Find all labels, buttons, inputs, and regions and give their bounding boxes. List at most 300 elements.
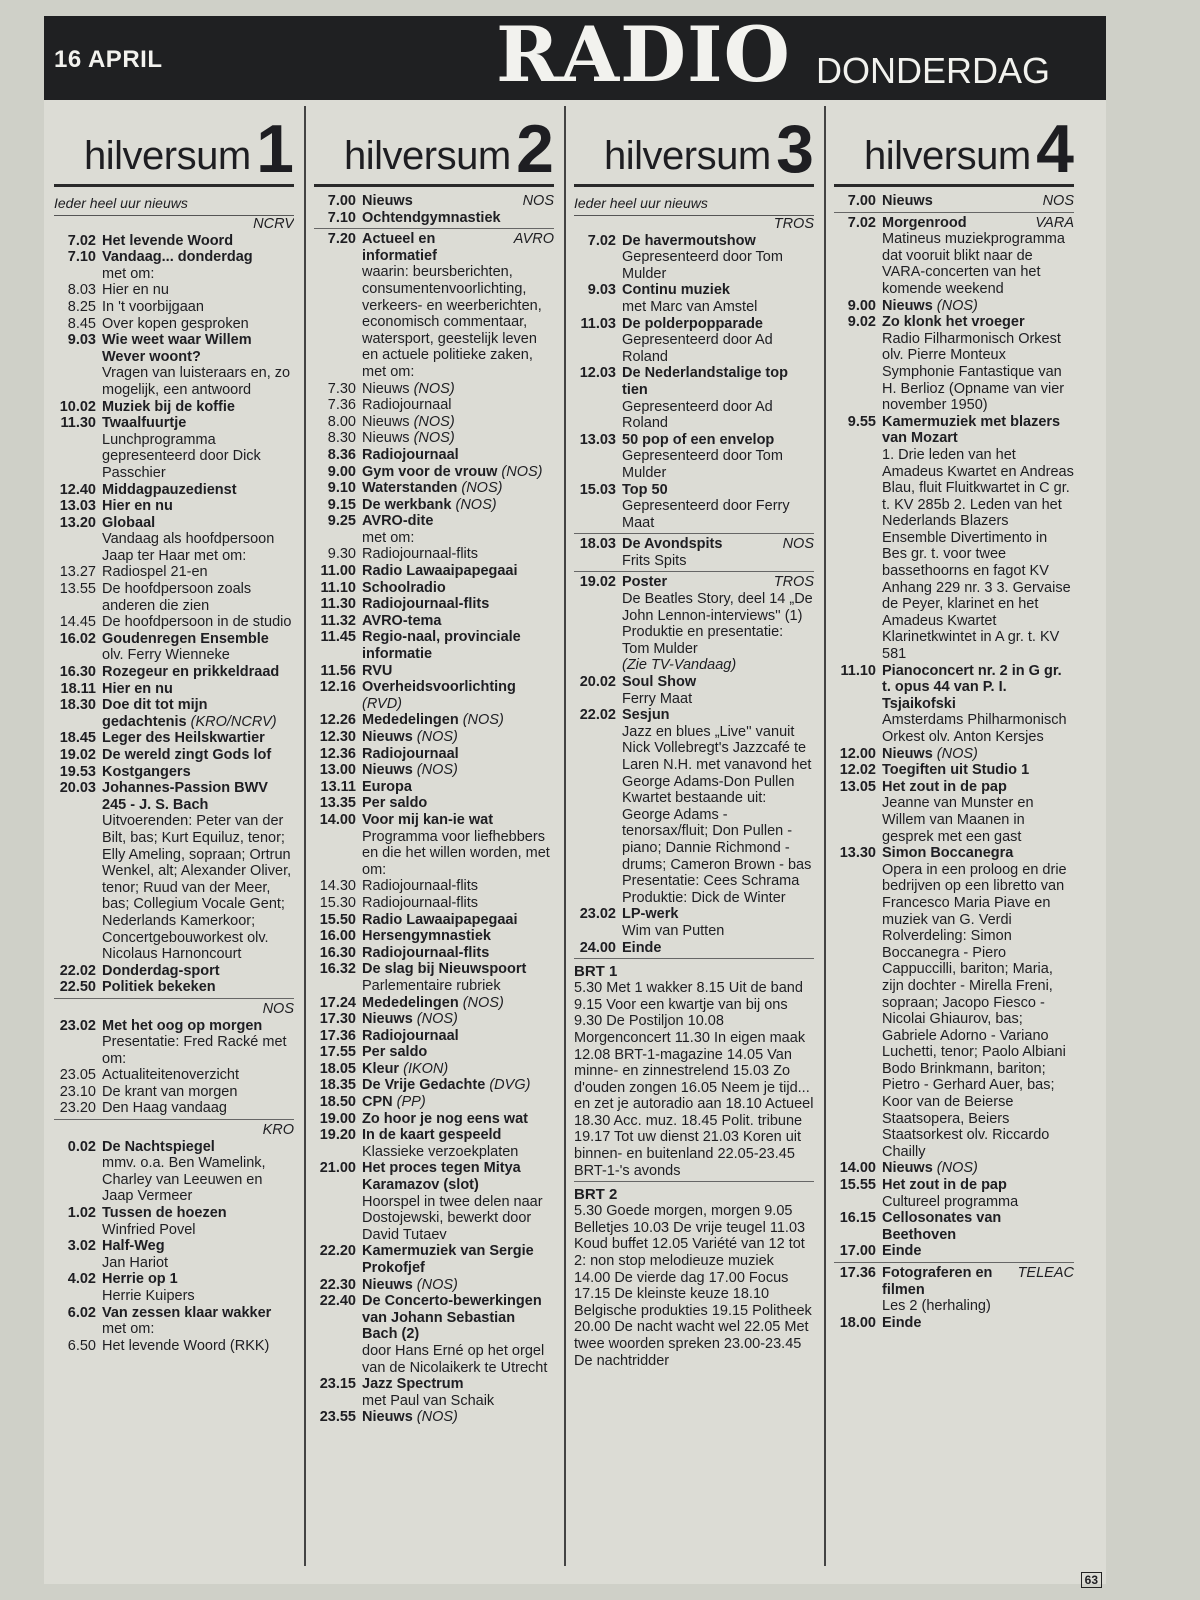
program-body: [622, 432, 814, 482]
program-title: Nieuws: [882, 745, 933, 762]
header-date: 16 APRIL: [54, 46, 163, 73]
program-title: Het zout in de pap: [882, 778, 1007, 795]
divider: [574, 533, 814, 534]
program-body: [882, 746, 1074, 763]
program-time: 9.00: [327, 463, 356, 480]
program-title: Nieuws: [362, 1409, 413, 1426]
program-time: 19.00: [319, 1110, 356, 1127]
program-body: [362, 729, 554, 746]
brt1-text: 5.30 Met 1 wakker 8.15 Uit de band 9.15 Voor een kwartje van bij ons 9.30 De Postiljon 10.08 Morgenconcert 11.30 In eigen maak 12.08 BRT-1-magazine 14.05 Van minne- en zinnestrelend 15.03 Zo d'ouden zongen 16.05 Neem je tijd... en zet je autoradio aan 18.10 Actueel 18.30 Acc. muz. 18.45 Polit. tribune 19.17 Tot uw dienst 21.03 Koren uit binnen- en buitenland 22.05-23.45 BRT-1-'s avonds: [574, 980, 814, 1179]
program-title: De slag bij Nieuwspoort: [362, 961, 527, 978]
program-title: Cellosonates van Beethoven: [882, 1210, 1002, 1243]
program-entry: [314, 895, 554, 912]
program-title: CPN: [362, 1094, 393, 1111]
divider: [54, 1119, 294, 1120]
program-time: 17.36: [839, 1265, 876, 1281]
program-title: Radio Lawaaipapegaai: [362, 911, 518, 928]
program-description: met om:: [102, 265, 155, 282]
program-entry: [54, 233, 294, 250]
program-entry: [314, 1277, 554, 1294]
program-description: Wim van Putten: [622, 922, 725, 939]
program-description: Radio Filharmonisch Orkest olv. Pierre Monteux Symphonie Fantastique van H. Berlioz (Opname van vier november 1950): [882, 330, 1065, 414]
station-name: hilversum: [84, 134, 251, 178]
program-title: Nieuws: [882, 193, 933, 209]
column-header: [54, 112, 294, 187]
program-description: Winfried Povel: [102, 1221, 196, 1238]
program-time: 6.02: [67, 1304, 96, 1321]
program-entry: [54, 1100, 294, 1117]
program-broadcaster: (NOS): [936, 745, 978, 762]
program-entry: [834, 298, 1074, 315]
divider: [834, 212, 1074, 213]
program-body: [102, 780, 294, 963]
program-body: [882, 779, 1074, 845]
column-divider: [824, 106, 826, 1566]
program-title: Radiojournaal: [362, 745, 459, 762]
program-time: 20.02: [579, 674, 616, 691]
program-title: Actueel en informatief: [362, 231, 437, 264]
program-time: 13.55: [59, 581, 96, 598]
program-time: 7.20: [327, 231, 356, 248]
program-time: 13.11: [320, 778, 356, 795]
program-description: Lunchprogramma gepresenteerd door Dick Passchier: [102, 431, 261, 481]
program-entry: [314, 480, 554, 497]
program-time: 18.11: [60, 680, 96, 697]
program-time: 18.45: [59, 730, 96, 747]
program-body: [102, 233, 294, 250]
program-body: [882, 298, 1074, 315]
program-entry: [314, 629, 554, 662]
program-description: Herrie Kuipers: [102, 1288, 195, 1304]
program-body: [882, 1243, 1074, 1260]
program-body: [102, 747, 294, 764]
program-description: olv. Ferry Wienneke: [102, 647, 230, 664]
program-description: Radiojournaal: [362, 397, 452, 414]
program-body: [362, 1028, 554, 1045]
program-broadcaster: (NOS): [936, 1160, 978, 1177]
column-header: [314, 112, 554, 187]
program-broadcaster: (NOS): [462, 712, 504, 729]
program-entry: [574, 574, 814, 674]
program-time: 19.20: [319, 1127, 356, 1144]
program-entry: [54, 332, 294, 398]
program-body: [362, 464, 554, 481]
program-entry: [54, 631, 294, 664]
program-time: 17.24: [319, 994, 356, 1011]
program-time: 21.00: [319, 1160, 356, 1177]
program-title: Radiojournaal-flits: [362, 944, 490, 961]
program-body: [362, 1077, 554, 1094]
program-title: Soul Show: [622, 674, 697, 691]
program-body: [362, 397, 554, 414]
program-body: [362, 928, 554, 945]
program-broadcaster: (RVD): [362, 695, 403, 712]
program-title: Schoolradio: [362, 579, 446, 596]
news-note: Ieder heel uur nieuws: [54, 187, 294, 216]
program-title: Europa: [362, 778, 412, 795]
program-body: [102, 631, 294, 664]
program-description: met om:: [362, 529, 415, 546]
program-entry: [834, 414, 1074, 663]
program-time: 14.00: [839, 1160, 876, 1177]
program-body: [102, 1001, 294, 1018]
program-time: 0.02: [67, 1138, 96, 1155]
program-entry: [314, 1011, 554, 1028]
broadcaster-label: NOS: [262, 1000, 294, 1017]
program-entry: [314, 762, 554, 779]
broadcaster-label: KRO: [262, 1122, 294, 1139]
program-time: [54, 216, 102, 233]
program-title: Radiojournaal: [362, 446, 459, 463]
program-body: [102, 1139, 294, 1205]
program-entry: [314, 1376, 554, 1409]
program-broadcaster: (NOS): [462, 994, 504, 1011]
program-time: 11.32: [320, 612, 356, 629]
program-body: [102, 415, 294, 481]
program-entry: [54, 764, 294, 781]
program-body: [362, 762, 554, 779]
program-entry: [574, 282, 814, 315]
program-description: met Marc van Amstel: [622, 298, 758, 315]
program-body: [102, 332, 294, 398]
program-body: [102, 299, 294, 316]
program-body: [362, 1111, 554, 1128]
program-body: [102, 697, 294, 730]
column-divider: [304, 106, 306, 1566]
program-entry: [574, 365, 814, 431]
program-body: [102, 564, 294, 581]
program-body: [102, 581, 294, 614]
program-title: Nieuws: [882, 297, 933, 314]
divider: [314, 228, 554, 229]
program-title: Radiojournaal-flits: [362, 596, 490, 613]
program-time: [54, 1001, 102, 1018]
program-list: [574, 216, 814, 956]
column-hilversum-3: [574, 112, 814, 1552]
program-time: 6.50: [67, 1337, 96, 1354]
program-entry: [54, 581, 294, 614]
program-description: De Beatles Story, deel 14 „De John Lennon-interviews'' (1) Produktie en presentatie: Tom Mulder: [622, 591, 813, 657]
program-body: [362, 712, 554, 729]
program-title: Hier en nu: [102, 498, 173, 515]
program-title: Van zessen klaar wakker: [102, 1304, 272, 1321]
program-body: [362, 1160, 554, 1243]
program-entry: [314, 945, 554, 962]
program-title: Tussen de hoezen: [102, 1205, 227, 1222]
program-description: Hoorspel in twee delen naar Dostojewski, bewerkt door David Tutaev: [362, 1193, 543, 1243]
program-body: [362, 580, 554, 597]
program-title: AVRO-dite: [362, 513, 434, 530]
program-title: De Avondspits: [622, 536, 723, 553]
program-body: [362, 1277, 554, 1294]
program-time: 9.03: [587, 282, 616, 299]
program-entry: [314, 1293, 554, 1376]
program-description: Les 2 (herhaling): [882, 1298, 991, 1315]
program-title: Per saldo: [362, 1044, 428, 1061]
program-title: Het zout in de pap: [882, 1177, 1007, 1194]
program-entry: [54, 216, 294, 233]
program-title: Het levende Woord: [102, 232, 234, 249]
column-divider: [564, 106, 566, 1566]
program-body: [102, 664, 294, 681]
program-description: Uitvoerenden: Peter van der Bilt, bas; Kurt Equiluz, tenor; Elly Ameling, sopraan; Ortrun Wenkel, alt; Alexander Oliver, tenor; Ruud van der Meer, bas; Collegium Vocale Gent; Nederlands Kamerkoor; Concertgebouworkest olv. Nicolaus Harnoncourt: [102, 813, 292, 963]
program-body: [882, 663, 1074, 746]
program-entry: [834, 1210, 1074, 1243]
program-entry: [314, 430, 554, 447]
program-time: 11.10: [840, 662, 876, 679]
program-entry: [314, 231, 554, 380]
program-time: 19.02: [579, 574, 616, 591]
program-entry: [314, 1077, 554, 1094]
program-title: Nieuws: [882, 1160, 933, 1177]
program-time: 3.02: [67, 1238, 96, 1255]
program-broadcaster: (NOS): [416, 1409, 458, 1426]
program-time: 8.45: [67, 315, 96, 332]
program-entry: [54, 498, 294, 515]
program-broadcaster: (NOS): [501, 463, 543, 480]
program-entry: [54, 1305, 294, 1338]
program-body: [102, 316, 294, 333]
program-time: 16.30: [319, 944, 356, 961]
program-time: 1.02: [67, 1205, 96, 1222]
program-description: Vragen van luisteraars en, zo mogelijk, een antwoord: [102, 365, 291, 398]
program-time: 13.35: [319, 795, 356, 812]
program-body: [102, 1305, 294, 1338]
program-time: 22.50: [59, 979, 96, 996]
program-list: [314, 187, 554, 1426]
program-body: [882, 1315, 1074, 1332]
program-entry: [314, 613, 554, 630]
program-title: Doe dit tot mijn gedachtenis: [102, 697, 208, 730]
program-title: Jazz Spectrum: [362, 1376, 464, 1393]
program-title: Hersengymnastiek: [362, 928, 491, 945]
program-time: 14.30: [319, 878, 356, 895]
program-body: [362, 912, 554, 929]
program-body: [362, 231, 554, 380]
program-entry: [834, 1243, 1074, 1260]
program-body: [362, 1127, 554, 1160]
program-body: [362, 663, 554, 680]
program-time: [54, 1122, 102, 1139]
program-title: Gym voor de vrouw: [362, 463, 498, 480]
divider: [54, 998, 294, 999]
program-body: [362, 1376, 554, 1409]
header-day: DONDERDAG: [816, 50, 1051, 91]
program-body: [362, 613, 554, 630]
program-description: Gepresenteerd door Tom Mulder: [622, 249, 783, 282]
program-title: Nieuws: [362, 762, 413, 779]
program-entry: [54, 515, 294, 565]
program-body: [102, 1018, 294, 1068]
program-entry: [54, 1205, 294, 1238]
program-description: Radiospel 21-en: [102, 564, 208, 581]
program-entry: [834, 762, 1074, 779]
program-body: [102, 498, 294, 515]
program-description: Cultureel programma: [882, 1193, 1019, 1210]
program-description: Opera in een proloog en drie bedrijven op een libretto van Francesco Maria Piave en muziek van G. Verdi Rolverdeling: Simon Boccanegra - Piero Cappuccilli, bariton; Maria, zijn dochter - Mirella Freni, sopraan; Jacopo Fiesco - Nicolai Ghiaurov, bas; Gabriele Adorno - Variano Luchetti, tenor; Paolo Albiani Bodo Brinkmann, bariton; Pietro - Gerhard Auer, bas; Koor van de Beierse Staatsopera, Beiers Staatsorkest olv. Riccardo Chailly: [882, 861, 1067, 1160]
program-entry: [834, 1160, 1074, 1177]
program-title: De polderpopparade: [622, 315, 763, 332]
program-body: [622, 282, 814, 315]
program-description: Amsterdams Philharmonisch Orkest olv. Anton Kersjes: [882, 712, 1067, 745]
program-title: Radio Lawaaipapegaai: [362, 563, 518, 580]
program-time: 12.36: [319, 745, 356, 762]
page-header: [44, 10, 1106, 100]
program-body: [362, 629, 554, 662]
program-title: Het proces tegen Mitya Karamazov (slot): [362, 1160, 521, 1194]
broadcaster-label: AVRO: [513, 231, 554, 248]
program-entry: [54, 1238, 294, 1271]
program-time: 9.25: [327, 513, 356, 530]
program-entry: [314, 596, 554, 613]
program-entry: [314, 1094, 554, 1111]
program-title: 50 pop of een envelop: [622, 431, 775, 448]
program-body: [362, 1061, 554, 1078]
program-body: [882, 1177, 1074, 1210]
program-body: [362, 513, 554, 546]
program-entry: [314, 812, 554, 878]
program-time: 8.25: [67, 298, 96, 315]
program-body: [362, 381, 554, 398]
program-body: [622, 940, 814, 957]
program-title: Ochtendgymnastiek: [362, 209, 501, 226]
program-body: [102, 1084, 294, 1101]
program-description: Den Haag vandaag: [102, 1100, 227, 1117]
program-list: [834, 187, 1074, 1331]
program-time: 9.10: [327, 480, 356, 497]
program-time: [574, 216, 622, 233]
program-title: Toegiften uit Studio 1: [882, 762, 1030, 779]
program-entry: [314, 397, 554, 414]
program-time: 11.30: [320, 596, 356, 613]
program-title: Wie weet waar Willem Wever woont?: [102, 332, 252, 365]
program-time: 7.00: [847, 193, 876, 209]
program-title: Muziek bij de koffie: [102, 398, 235, 415]
program-entry: [54, 963, 294, 980]
brt1-title: BRT 1: [574, 963, 618, 981]
program-body: [102, 730, 294, 747]
program-description: met om:: [102, 1321, 155, 1338]
program-time: 13.20: [59, 514, 96, 531]
program-time: 10.02: [59, 398, 96, 415]
column-hilversum-2: [314, 112, 554, 1552]
program-entry: [314, 1160, 554, 1243]
broadcaster-label: NOS: [1042, 193, 1074, 209]
program-entry: [314, 729, 554, 746]
program-time: 17.36: [319, 1027, 356, 1044]
program-description: Het levende Woord (RKK): [102, 1337, 270, 1354]
program-entry: [54, 780, 294, 963]
program-body: [362, 546, 554, 563]
program-time: 18.00: [839, 1314, 876, 1331]
program-body: [882, 414, 1074, 663]
program-description: Matineus muziekprogramma dat vooruit blikt naar de VARA-concerten van het komende weekend: [882, 231, 1065, 297]
program-time: 24.00: [579, 939, 616, 956]
program-description: Actualiteitenoverzicht: [102, 1067, 240, 1084]
program-entry: [54, 1122, 294, 1139]
program-description: De krant van morgen: [102, 1083, 238, 1100]
program-time: 7.02: [847, 214, 876, 231]
program-time: 8.03: [67, 282, 96, 299]
program-title: Kleur: [362, 1060, 400, 1077]
program-title: Mededelingen: [362, 994, 459, 1011]
program-title: Politiek bekeken: [102, 979, 216, 996]
program-time: 11.10: [320, 579, 356, 596]
program-time: 7.02: [587, 232, 616, 249]
program-body: [102, 249, 294, 282]
program-entry: [314, 928, 554, 945]
program-body: [622, 674, 814, 707]
program-entry: [54, 1001, 294, 1018]
program-title: Nieuws: [362, 1011, 413, 1028]
program-time: 15.50: [319, 911, 356, 928]
program-body: [362, 447, 554, 464]
program-body: [622, 365, 814, 431]
program-entry: [314, 663, 554, 680]
program-time: 14.45: [59, 614, 96, 631]
broadcaster-label: TELEAC: [1017, 1265, 1074, 1281]
program-entry: [54, 249, 294, 282]
program-body: [362, 414, 554, 431]
program-time: 12.02: [839, 762, 876, 779]
program-entry: [574, 432, 814, 482]
program-time: 17.00: [839, 1243, 876, 1260]
program-body: [102, 614, 294, 631]
program-body: [102, 1067, 294, 1084]
program-time: 11.45: [320, 629, 356, 646]
program-time: 8.00: [327, 413, 356, 430]
program-time: 7.10: [327, 209, 356, 226]
program-entry: [834, 746, 1074, 763]
program-entry: [314, 546, 554, 563]
program-title: Johannes-Passion BWV 245 - J. S. Bach: [102, 780, 268, 813]
program-body: [362, 679, 554, 712]
program-body: [362, 995, 554, 1012]
program-time: 18.50: [319, 1094, 356, 1111]
program-description: waarin: beursberichten, consumentenvoorlichting, verkeers- en weerberichten, economisch commentaar, watersport, geestelijk leven en actuele politieke zaken, met om:: [362, 264, 542, 380]
column-hilversum-4: [834, 112, 1074, 1552]
program-broadcaster: (IKON): [403, 1060, 449, 1077]
program-broadcaster: (KRO/NCRV): [190, 713, 277, 730]
program-description: Over kopen gesproken: [102, 315, 249, 332]
program-time: 7.10: [67, 249, 96, 266]
program-time: 8.30: [327, 430, 356, 447]
program-body: [622, 216, 814, 233]
program-description: De hoofdpersoon in de studio: [102, 614, 292, 631]
column-header: [834, 112, 1074, 187]
program-title: Donderdag-sport: [102, 962, 220, 979]
program-body: [362, 1044, 554, 1061]
program-entry: [54, 747, 294, 764]
program-title: Regio-naal, provinciale informatie: [362, 629, 521, 663]
program-entry: [314, 1243, 554, 1276]
program-title: De werkbank: [362, 496, 452, 513]
program-title: Poster: [622, 574, 668, 591]
program-body: [362, 497, 554, 514]
program-time: 22.30: [319, 1276, 356, 1293]
program-time: 13.00: [319, 762, 356, 779]
program-title: Einde: [622, 939, 662, 956]
program-time: 11.30: [60, 415, 96, 432]
program-body: [362, 746, 554, 763]
program-description: Jeanne van Munster en Willem van Maanen in gesprek met een gast: [882, 795, 1034, 845]
program-broadcaster: (NOS): [461, 480, 503, 497]
program-time: 17.55: [319, 1044, 356, 1061]
program-entry: [314, 1111, 554, 1128]
program-description: Parlementaire rubriek: [362, 977, 501, 994]
program-time: 12.03: [579, 365, 616, 382]
program-time: 15.30: [319, 894, 356, 911]
